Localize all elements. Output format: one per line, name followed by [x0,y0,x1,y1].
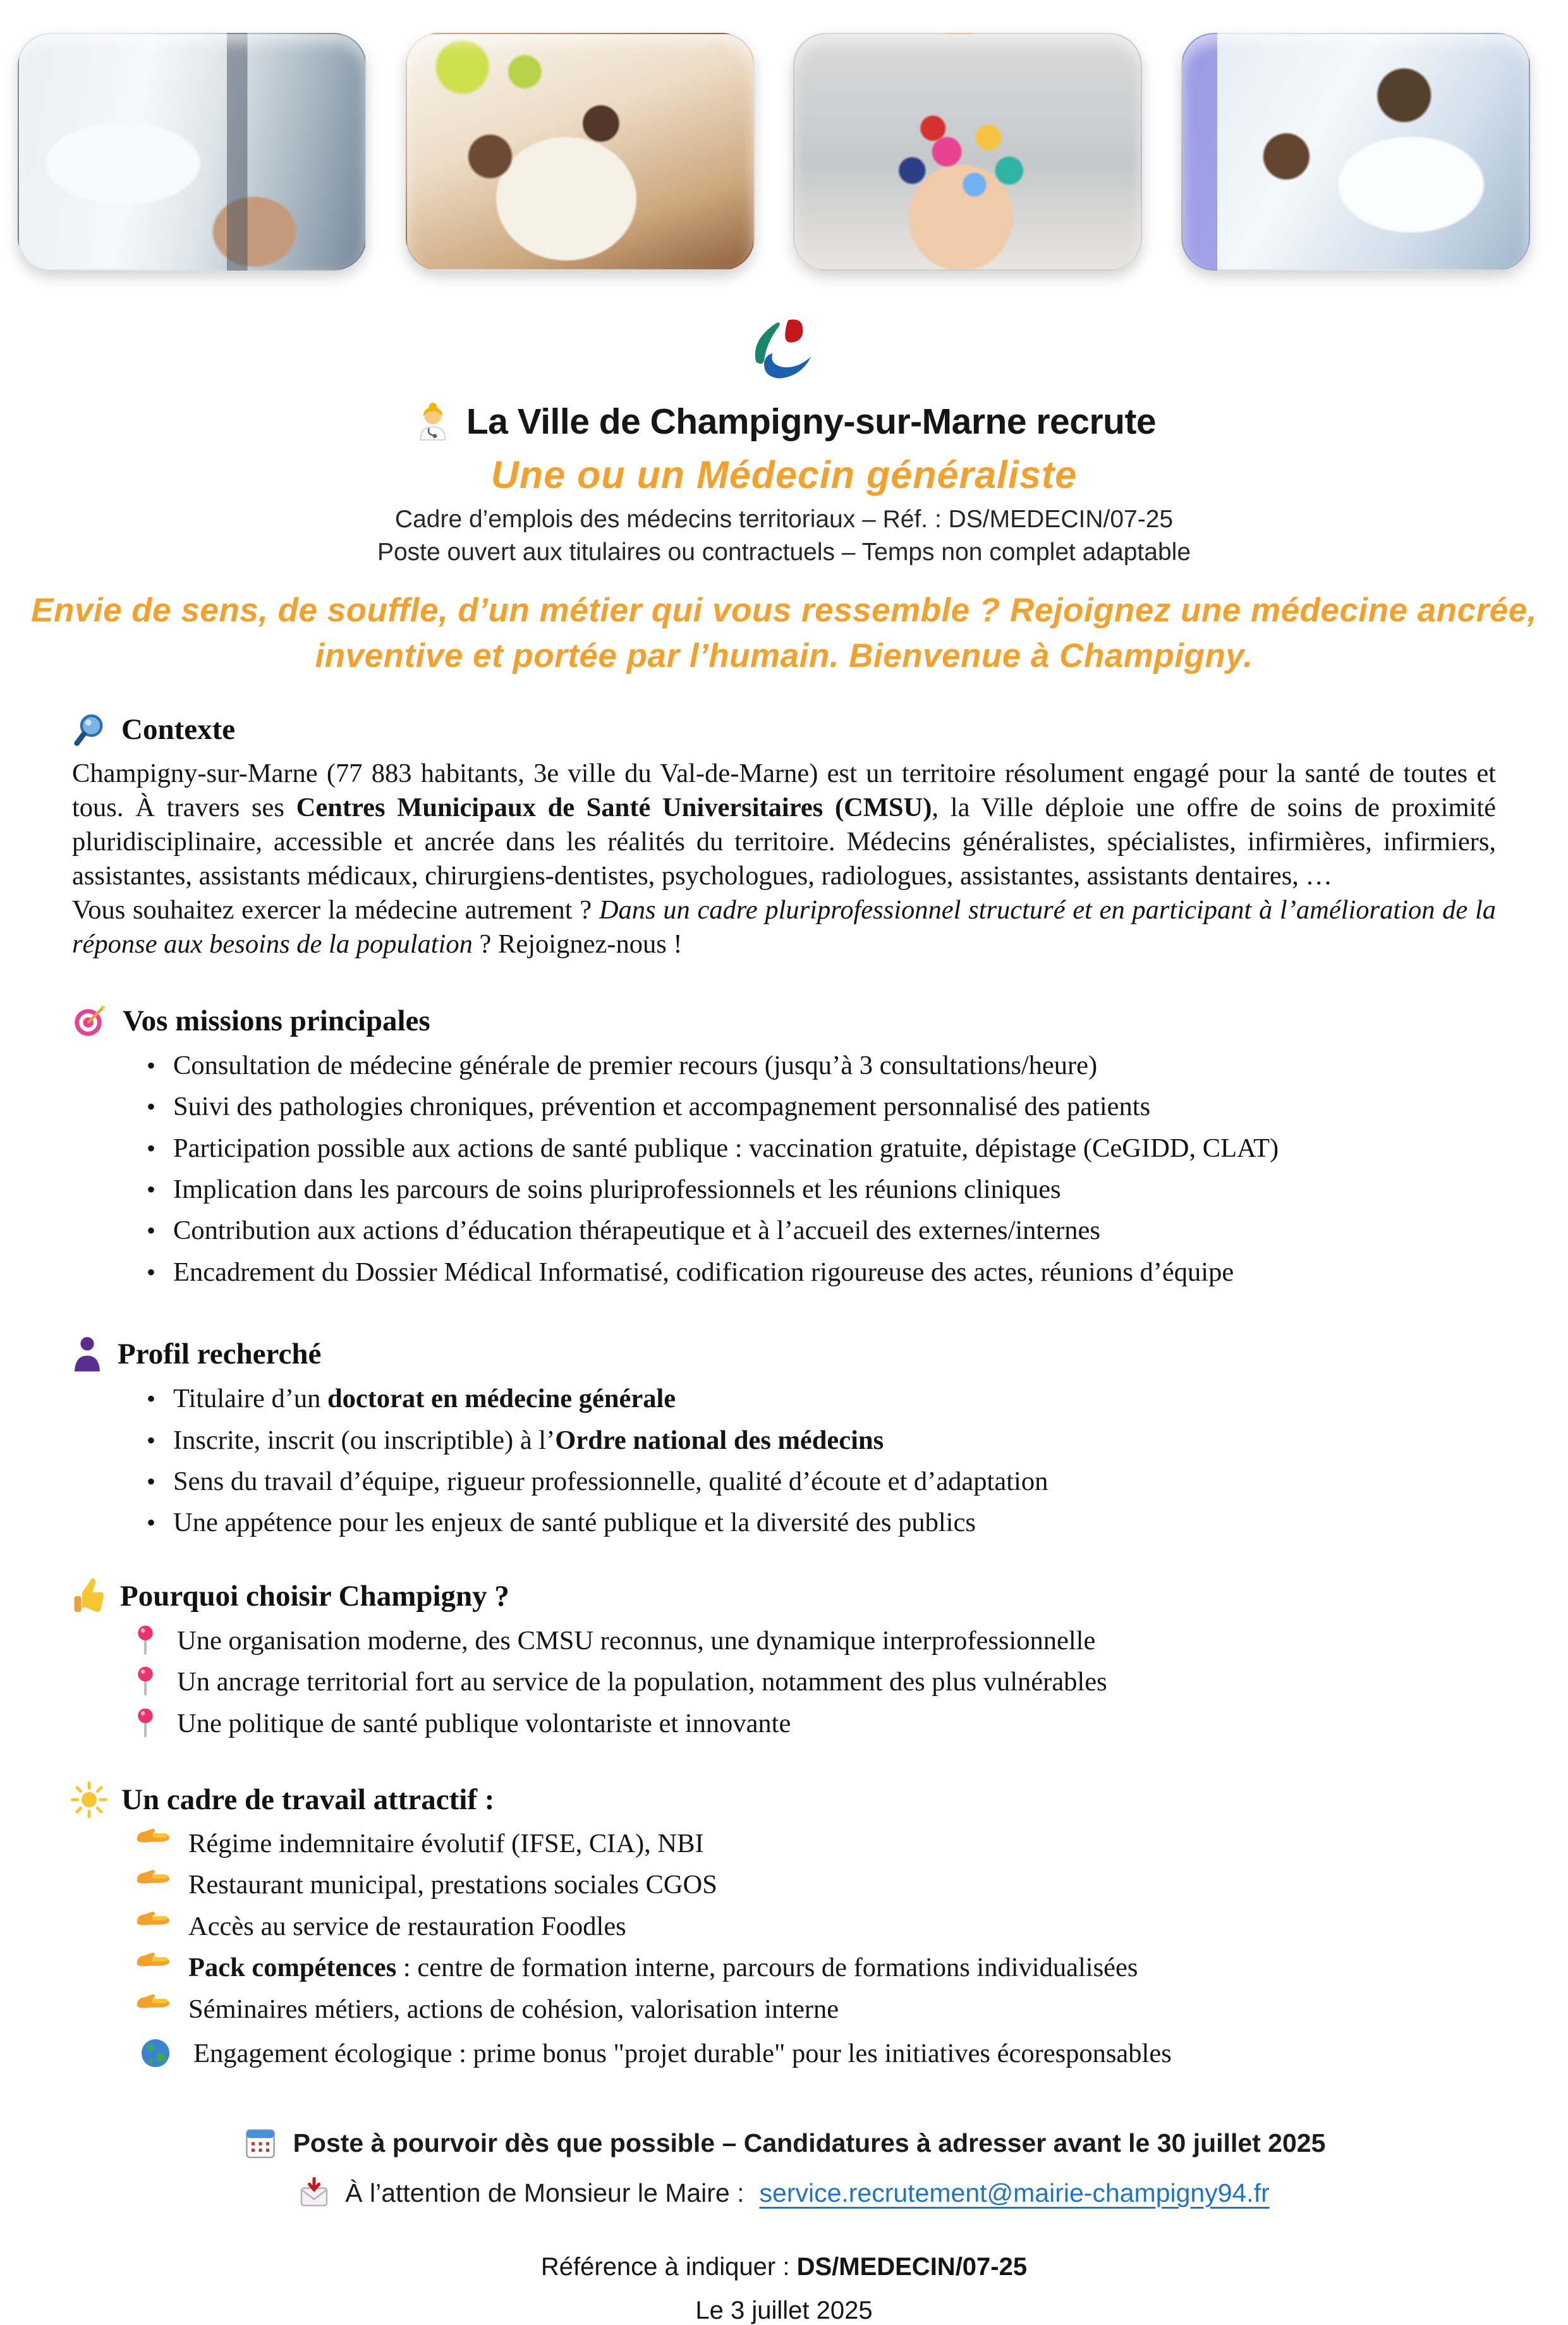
benefit-item: Séminaires métiers, actions de cohésion, valorisation interne [135,1992,1486,2027]
pointing-finger-icon [135,1868,169,1895]
posting-date: Le 3 juillet 2025 [695,2297,873,2325]
section-context-heading [71,711,1495,748]
pushpin-icon [135,1624,155,1657]
mission-item: • Contribution aux actions d’éducation thérapeutique et à l’accueil des externes/internes [147,1214,1486,1248]
benefit-item: Pack compétences : centre de formation interne, parcours de formations individualisées [135,1951,1486,1985]
bullet-dot-icon: • [147,1384,156,1413]
section-benefits-heading [71,1781,1495,1818]
mission-item: • Suivi des pathologies chroniques, prévention et accompagnement personnalisé des patients [147,1090,1486,1124]
photo-awareness-ribbons [793,33,1142,271]
context-run-bold: Centres Municipaux de Santé Universitaires (CMSU) [296,793,932,823]
bullet-dot-icon: • [147,1508,156,1537]
target-dart-icon [71,1002,109,1040]
footer [0,2125,1568,2325]
photo-nurse-examining-child [1181,33,1530,271]
pointing-finger-icon [135,1827,169,1853]
why-item: Un ancrage territorial fort au service de la population, notamment des plus vulnérables [135,1665,1486,1699]
section-why-heading [71,1577,1495,1615]
application-row [0,2177,1568,2209]
why-item: Une politique de santé publique volontariste et innovante [135,1707,1486,1741]
bullet-dot-icon: • [147,1467,156,1496]
profile-item: • Inscrite, inscrit (ou inscriptible) à l’Ordre national des médecins [147,1424,1486,1458]
benefit-eco-item: Engagement écologique : prime bonus "projet durable" pour les initiatives écoresponsables [139,2037,1486,2071]
mission-item: • Implication dans les parcours de soins pluriprofessionnels et les réunions cliniques [147,1173,1486,1207]
tagline-banner [0,588,1568,678]
section-title-context: Contexte [121,713,236,747]
context-run: Champigny-sur-Marne (77 883 habitants, 3e ville du Val-de-Marne) est un territoire résolument engagé pour la santé de toutes et tous. À travers ses [72,759,1496,823]
recruitment-email-link[interactable]: service.recrutement@mairie-champigny94.fr [759,2178,1270,2207]
benefit-item: Accès au service de restauration Foodles [135,1910,1486,1944]
pointing-finger-icon [135,1910,169,1936]
section-title-missions: Vos missions principales [123,1004,430,1037]
champigny-logo-icon [743,315,826,392]
reference-code: DS/MEDECIN/07-25 [796,2253,1028,2281]
section-title-why: Pourquoi choisir Champigny ? [120,1579,509,1613]
context-run-italic: Dans un cadre pluriprofessionnel structuré et en participant à l’amélioration de la réponse aux besoins de la population [72,894,1497,959]
mission-item: • Consultation de médecine générale de premier recours (jusqu’à 3 consultations/heure) [147,1049,1486,1083]
profile-item: • Une appétence pour les enjeux de santé publique et la diversité des publics [147,1506,1486,1540]
section-title-benefits: Un cadre de travail attractif : [121,1783,495,1816]
bullet-dot-icon: • [147,1257,156,1286]
section-missions-heading [71,1002,1495,1040]
title-row [0,401,1568,442]
context-run: , la Ville déploie une offre de soins de proximité pluridisciplinaire, accessible et ancrée dans les réalités du territoire. Médecins généralistes, spécialistes, infirmières, infirmiers, assistantes, assistants médicaux, chirurgiens-dentistes, psychologues, radiologues, assistantes, assistants dentaires, … [72,793,1496,891]
logo-container [0,315,1568,392]
section-title-profile: Profil recherché [118,1338,322,1371]
magnifier-icon [71,711,107,748]
pointing-finger-icon [135,1992,169,2019]
envelope-download-icon [298,2177,330,2209]
context-paragraph-2 [72,893,1496,961]
deadline-text: Poste à pourvoir dès que possible – Candidatures à adresser avant le 30 juillet 2025 [293,2128,1326,2157]
job-title-script: Une ou un Médecin généraliste [490,453,1078,496]
benefit-item: Restaurant municipal, prestations sociales CGOS [135,1868,1486,1902]
woman-doctor-icon [412,401,454,442]
pushpin-icon [135,1707,155,1740]
application-text: À l’attention de Monsieur le Maire : [345,2178,744,2207]
context-run: Vous souhaitez exercer la médecine autrement ? [72,894,599,925]
section-profile-heading [71,1335,1495,1373]
tagline-line2: inventive et portée par l’humain. Bienvenue à Champigny. [315,637,1253,674]
deadline-row [0,2125,1568,2161]
tagline-line1: Envie de sens, de souffle, d’un métier qui vous ressemble ? Rejoignez une médecine ancrée, [31,592,1537,629]
globe-icon [139,2037,172,2070]
sun-icon [71,1781,107,1818]
mission-item: • Encadrement du Dossier Médical Informatisé, codification rigoureuse des actes, réunions d’équipe [147,1255,1486,1290]
bullet-dot-icon: • [147,1425,156,1455]
photo-strip [0,0,1568,271]
person-silhouette-icon [71,1335,104,1373]
job-meta-poste: Poste ouvert aux titulaires ou contractuels – Temps non complet adaptable [377,539,1191,566]
calendar-icon [243,2125,278,2161]
photo-medical-team-meeting [406,33,755,271]
photo-doctor-consultation [18,33,367,271]
mission-item: • Participation possible aux actions de santé publique : vaccination gratuite, dépistage (CeGIDD, CLAT) [147,1132,1486,1166]
pointing-finger-icon [135,1951,169,1977]
reference-row: Référence à indiquer : DS/MEDECIN/07-25 [540,2253,1028,2281]
bullet-dot-icon: • [147,1051,156,1080]
bullet-dot-icon: • [147,1216,156,1245]
bullet-dot-icon: • [147,1133,156,1162]
profile-item: • Titulaire d’un doctorat en médecine générale [147,1382,1486,1416]
profile-item: • Sens du travail d’équipe, rigueur professionnelle, qualité d’écoute et d’adaptation [147,1465,1486,1499]
pushpin-icon [135,1665,155,1698]
context-paragraph-1 [72,757,1496,893]
bullet-dot-icon: • [147,1175,156,1204]
why-item: Une organisation moderne, des CMSU reconnus, une dynamique interprofessionnelle [135,1624,1486,1658]
thumbs-up-icon [71,1577,106,1615]
job-meta-cadre: Cadre d’emplois des médecins territoriaux – Réf. : DS/MEDECIN/07-25 [394,506,1174,533]
bullet-dot-icon: • [147,1092,156,1121]
benefit-item: Régime indemnitaire évolutif (IFSE, CIA), NBI [135,1827,1486,1861]
page-title: La Ville de Champigny-sur-Marne recrute [466,401,1157,442]
context-run: ? Rejoignez-nous ! [472,929,683,959]
